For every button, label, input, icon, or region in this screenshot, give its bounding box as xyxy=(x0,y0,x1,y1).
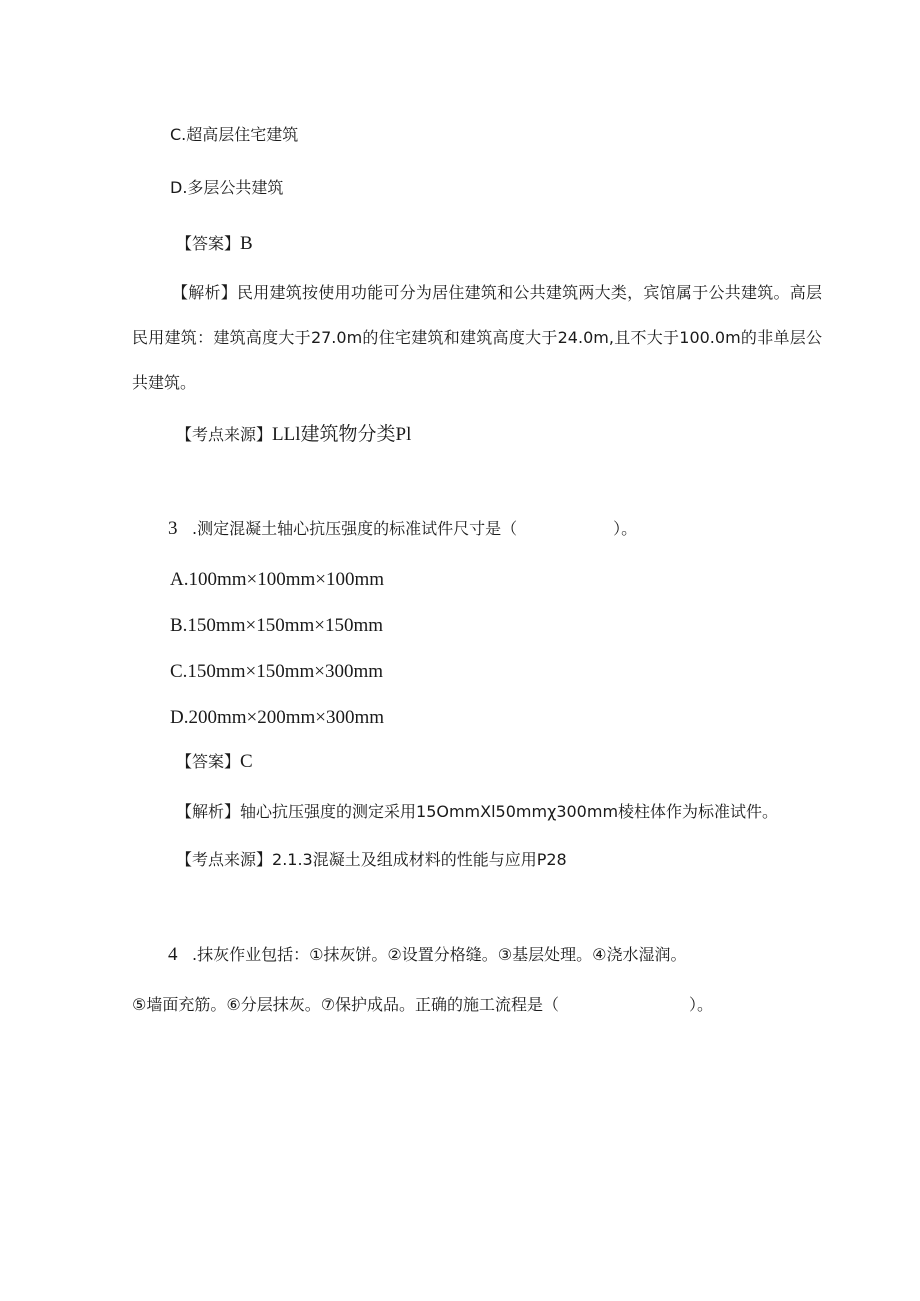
q2-option-d: D.多层公共建筑 xyxy=(170,178,284,197)
question-number: 3 xyxy=(168,518,178,539)
question-text: .抹灰作业包括：①抹灰饼。②设置分格缝。③基层处理。④浇水湿润。 xyxy=(192,945,687,964)
answer-label: 【答案】 xyxy=(176,752,241,771)
q3-option-d: D.200mm×200mm×300mm xyxy=(170,707,385,728)
q3-stem: 3 .测定混凝土轴心抗压强度的标准试件尺寸是（ ）。 xyxy=(168,518,638,539)
question-text: .测定混凝土轴心抗压强度的标准试件尺寸是（ xyxy=(192,519,518,538)
q3-option-c: C.150mm×150mm×300mm xyxy=(170,661,384,682)
answer-value: C xyxy=(240,751,253,772)
source-value: 2.1.3混凝土及组成材料的性能与应用P28 xyxy=(272,850,567,869)
question-text-continued: ⑤墙面充筋。⑥分层抹灰。⑦保护成品。正确的施工流程是（ xyxy=(132,995,560,1014)
q2-option-c: C.超高层住宅建筑 xyxy=(170,125,299,144)
q3-option-a: A.100mm×100mm×100mm xyxy=(170,569,385,590)
q3-source xyxy=(176,849,567,871)
q4-stem-line-2: ⑤墙面充筋。⑥分层抹灰。⑦保护成品。正确的施工流程是（ ）。 xyxy=(132,995,714,1014)
source-value: LLl建筑物分类Pl xyxy=(272,424,412,445)
source-label: 【考点来源】 xyxy=(176,850,273,869)
analysis-text: 民用建筑按使用功能可分为居住建筑和公共建筑两大类，宾馆属于公共建筑。高层民用建筑：建筑高度大于27.0m的住宅建筑和建筑高度大于24.0m,且不大于100.0m的非单层公共建筑。 xyxy=(132,283,822,392)
q2-analysis xyxy=(132,270,822,405)
analysis-text: 轴心抗压强度的测定采用15OmmXl50mmχ300mm棱柱体作为标准试件。 xyxy=(240,802,779,821)
q2-answer xyxy=(176,233,253,255)
question-number: 4 xyxy=(168,944,178,965)
q2-source xyxy=(176,424,411,446)
answer-label: 【答案】 xyxy=(176,234,241,253)
q3-analysis xyxy=(176,801,778,823)
analysis-label: 【解析】 xyxy=(176,802,241,821)
source-label: 【考点来源】 xyxy=(176,425,273,444)
q4-stem-line-1 xyxy=(168,944,686,966)
q3-option-b: B.150mm×150mm×150mm xyxy=(170,615,384,636)
answer-value: B xyxy=(240,233,253,254)
q3-answer xyxy=(176,751,253,773)
analysis-label: 【解析】 xyxy=(172,283,238,302)
